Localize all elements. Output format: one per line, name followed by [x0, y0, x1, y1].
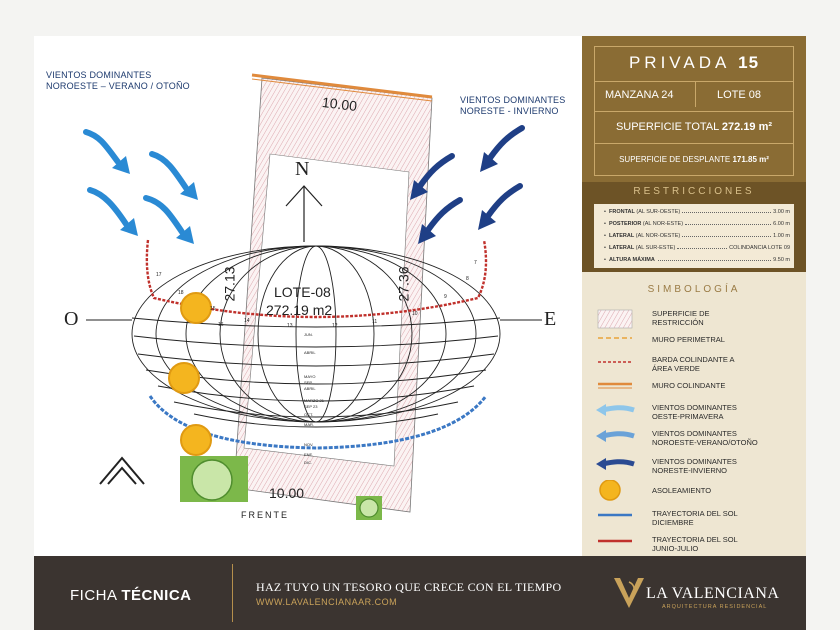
legend-item: TRAYECTORIA DEL SOL JUNIO-JULIO [594, 532, 799, 558]
month-label: SEP. [304, 380, 313, 385]
month-label: MAYO [304, 374, 316, 379]
north-label: N [295, 158, 310, 180]
legend-item: SUPERFICIE DE RESTRICCIÓN [594, 306, 799, 332]
hour-number: 13 [287, 323, 293, 329]
footer-divider [232, 564, 233, 622]
sun-path-june-icon [594, 532, 636, 558]
month-label: NOV. [304, 442, 314, 447]
wind-northwest-arrows [86, 132, 186, 232]
sheet [34, 36, 806, 556]
legend-item: VIENTOS DOMINANTES NORESTE-INVIERNO [594, 454, 799, 480]
legend-item: TRAYECTORIA DEL SOL DICIEMBRE [594, 506, 799, 532]
sun-icon [181, 293, 211, 323]
hour-number: 8 [466, 276, 469, 282]
wind-northeast-icon [594, 454, 636, 480]
valenciana-logo-icon [612, 576, 646, 610]
hour-number: 16 [218, 322, 224, 328]
lot-name: LOTE-08 [274, 284, 331, 300]
hour-number: 7 [474, 260, 477, 266]
legend-item: MURO COLINDANTE [594, 378, 799, 404]
legend-item: VIENTOS DOMINANTES OESTE-PRIMAVERA [594, 400, 799, 426]
hour-number: 18 [178, 290, 184, 296]
month-label: OCT. [304, 412, 314, 417]
sun-path-december-icon [594, 506, 636, 532]
legend-item: ASOLEAMIENTO [594, 480, 799, 506]
month-label: ABRIL [304, 386, 316, 391]
slogan: HAZ TUYO UN TESORO QUE CRECE CON EL TIEMPO [256, 580, 562, 594]
legend-heading: SIMBOLOGÍA [647, 284, 741, 295]
brand-name: LA VALENCIANA [646, 585, 780, 602]
restriction-item: • LATERAL (AL SUR-ESTE) COLINDANCIA LOTE 09 [604, 245, 790, 251]
legend-panel [582, 272, 806, 556]
tree-icon [360, 499, 378, 517]
compass-chevron-icon [100, 458, 144, 484]
right-dimension: 27.36 [395, 266, 412, 302]
wind-west-icon [594, 400, 636, 426]
month-label: MARZO 21 [304, 398, 325, 403]
restrictions-heading: RESTRICCIONES [633, 186, 755, 197]
east-label: E [544, 308, 557, 330]
sun-icon [594, 480, 636, 506]
superficie-total: SUPERFICIE TOTAL 272.19 m² [615, 121, 773, 133]
hour-number: 17 [156, 272, 162, 278]
month-label: SEP 23 [304, 404, 318, 409]
restriction-item: • ALTURA MÁXIMA 9.50 m [604, 257, 790, 263]
site-plan [34, 36, 582, 556]
hour-number: 14 [244, 318, 250, 324]
month-label: ABRIL [304, 350, 316, 355]
legend-item: BARDA COLINDANTE A ÁREA VERDE [594, 352, 799, 378]
month-label: MAR. [304, 422, 314, 427]
hour-number: 9 [444, 294, 447, 300]
website-link[interactable]: WWW.LAVALENCIANAAR.COM [256, 597, 398, 607]
top-dimension: 10.00 [321, 93, 358, 115]
month-label: JUN. [304, 332, 313, 337]
legend-item: VIENTOS DOMINANTES NOROESTE-VERANO/OTOÑO [594, 426, 799, 452]
hour-number: 15 [210, 306, 216, 312]
privada-title: PRIVADA 15 [628, 53, 760, 72]
left-dimension: 27.13 [221, 266, 238, 302]
title-box: PRIVADA 15 MANZANA 24 LOTE 08 SUPERFICIE TOTAL 272.19 m² SUPERFICIE DE DESPLANTE 171.85 m² [582, 36, 806, 182]
legend-item: MURO PERIMETRAL [594, 332, 799, 358]
ficha-tecnica-label: FICHA TÉCNICA [70, 587, 192, 604]
wind-left-label: VIENTOS DOMINANTES NOROESTE – VERANO / OTOÑO [46, 70, 190, 91]
restriction-hatch-icon [594, 306, 636, 332]
sun-icon [181, 425, 211, 455]
bottom-dimension: 10.00 [269, 485, 305, 501]
front-label: FRENTE [241, 510, 289, 520]
restriction-item: • LATERAL (AL NOR-OESTE) 1.00 m [604, 233, 790, 239]
green-area-fence-icon [594, 352, 636, 378]
west-label: O [64, 308, 79, 330]
hour-number: 12 [332, 323, 338, 329]
wind-right-label: VIENTOS DOMINANTES NORESTE - INVIERNO [460, 95, 566, 116]
restriction-item: • FRONTAL (AL SUR-OESTE) 3.00 m [604, 209, 790, 215]
footer-bar [34, 556, 806, 630]
tree-icon [192, 460, 232, 500]
hour-number: 10 [412, 311, 418, 317]
wind-northwest-icon [594, 426, 636, 452]
sun-icon [169, 363, 199, 393]
hour-number: 11 [372, 319, 378, 325]
restrictions-panel [582, 182, 806, 272]
month-label: DIC. [304, 460, 312, 465]
wind-northeast-arrows [420, 128, 522, 230]
superficie-desplante: SUPERFICIE DE DESPLANTE 171.85 m² [619, 155, 769, 164]
lot-area: 272.19 m2 [266, 302, 333, 318]
restriction-item: • POSTERIOR (AL NOR-ESTE) 6.00 m [604, 221, 790, 227]
brand-subtitle: ARQUITECTURA RESIDENCIAL [662, 604, 768, 610]
month-label: ENE. [304, 452, 314, 457]
